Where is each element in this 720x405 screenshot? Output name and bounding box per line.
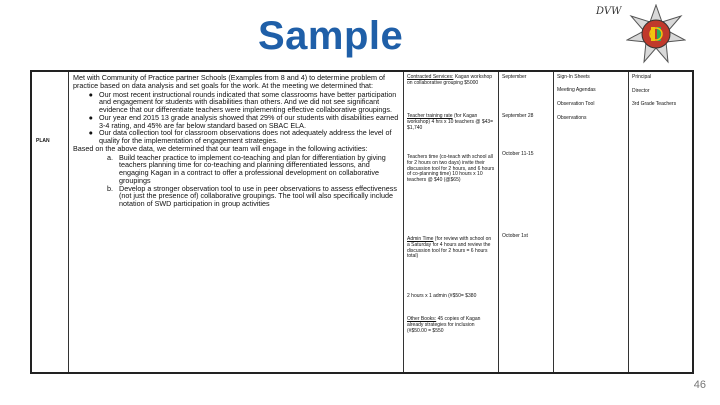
intro-paragraph: Met with Community of Practice partner Schools (Examples from 8 and 4) to determine problem of practice based on data analysis and set goals for the work. At the meeting we determined that: [73, 73, 385, 90]
resource-item: Contracted Services: Kagan workshop on collaborative grouping $5000 [407, 74, 493, 86]
activity-item: a. Build teacher practice to implement co-teaching and plan for differentiation by giving teachers planning time for co-teaching and planning differentiated lessons, and engaging Kagan in a contract to offer a professional development on collaborative groupings [107, 152, 386, 185]
responsible-item: Director [632, 88, 650, 94]
activity-item: b. Develop a stronger observation tool to use in peer observations to assess effectiveness (not just the presence of) collaborative groupings. The tool will also specifically include notation of SWD participation in group activities [107, 183, 397, 209]
logo-lettering: DVW [596, 6, 622, 17]
bullet-item: ● Our data collection tool for classroom observations does not adequately address the level of quality for the implementation of engagement strategies. [88, 128, 392, 146]
activities-column [69, 72, 404, 372]
evidence-item: Sign-In Sheets [557, 74, 590, 80]
resource-item: Teacher training rate (for Kagan workshop) 4 hrs x 10 teachers @ $43= $1,740 [407, 113, 494, 131]
activities-text [73, 74, 399, 208]
responsible-item: Principal [632, 74, 652, 80]
resource-item: Other Books: 45 copies of Kagan already strategies for inclusion (#$50.00 = $550 [407, 316, 481, 334]
responsible-item: 3rd Grade Teachers [632, 101, 677, 107]
school-seal-logo [626, 4, 686, 64]
row-label-column [32, 72, 69, 372]
responsible-column [629, 72, 692, 372]
resource-item: 2 hours x 1 admin (#$50= $380 [407, 293, 477, 299]
resource-item: Teachers time (co-teach with school all for 2 hours on two days) invite their discussion tool for 2 hours, and 6 hours of co-planning time) 10 hours x 10 teachers @ $40 (@$65) [407, 154, 495, 183]
row-label-plan: PLAN [36, 138, 50, 144]
page-number: 46 [693, 379, 706, 391]
bullet-item: ● Our most recent instructional rounds indicated that some classrooms have better participation and engagement for students with disabilities than others. And we did not see significant evidence that our differentiate teachers were implementing effective collaborative groupings. [88, 89, 397, 115]
timeline-item: October 11-15 [502, 151, 534, 157]
resources-column [404, 72, 499, 372]
resource-item: Admin Time (for review with school on a Saturday for 4 hours and review the discussion tool for 2 hours = 6 hours total) [407, 236, 492, 260]
evidence-item: Observation Tool [557, 101, 595, 107]
activities-intro: Based on the above data, we determined that our team will engage in the following activities: [73, 143, 368, 153]
timeline-item: September 28 [502, 113, 534, 119]
timeline-item: September [502, 74, 527, 80]
evidence-column [554, 72, 629, 372]
evidence-item: Meeting Agendas [557, 87, 596, 93]
evidence-item: Observations [557, 115, 587, 121]
plan-document-table [30, 70, 694, 374]
timeline-column [499, 72, 554, 372]
slide-title: Sample [258, 14, 404, 58]
timeline-item: October 1st [502, 233, 528, 239]
bullet-item: ● Our year end 2015 13 grade analysis showed that 29% of our students with disabilities earned 3-4 rating, and 45% are far below standard based on SBAC ELA. [88, 112, 399, 130]
